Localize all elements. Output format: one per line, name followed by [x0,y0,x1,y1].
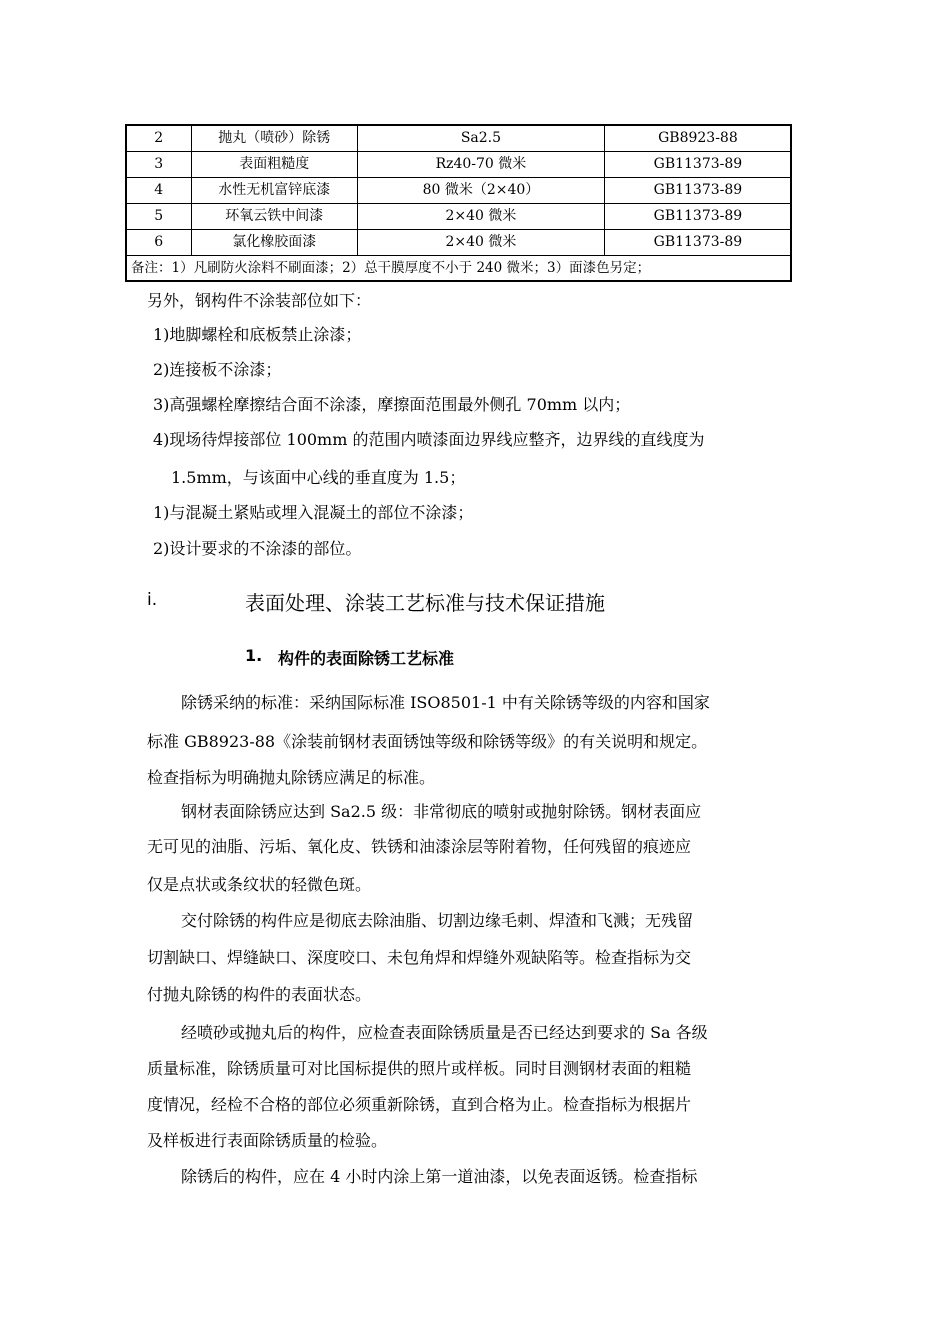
table-cell: 环氧云铁中间漆 [191,204,358,230]
paragraph-line: 经喷砂或抛丸后的构件，应检查表面除锈质量是否已经达到要求的 Sa 各级 [181,1023,708,1042]
paragraph-line: 除锈采纳的标准：采纳国际标准 ISO8501-1 中有关除锈等级的内容和国家 [181,693,710,712]
paragraph-line: 标准 GB8923-88《涂装前钢材表面锈蚀等级和除锈等级》的有关说明和规定。 [147,732,708,751]
paragraph-line: 检查指标为明确抛丸除锈应满足的标准。 [147,768,436,787]
table-cell: GB11373-89 [604,204,791,230]
table-row [127,204,792,230]
table-cell: GB11373-89 [604,152,791,178]
table-cell: GB8923-88 [604,126,791,152]
table-cell: Sa2.5 [358,126,605,152]
table-cell: 4 [127,178,192,204]
table-cell: 2 [127,126,192,152]
table-note-row [127,256,792,282]
table-cell: 氯化橡胶面漆 [191,230,358,256]
table-cell: GB11373-89 [604,230,791,256]
subsection-number: 1. [245,646,263,665]
list-item: 1)与混凝土紧贴或埋入混凝土的部位不涂漆； [153,503,474,522]
paragraph-line: 除锈后的构件，应在 4 小时内涂上第一道油漆，以免表面返锈。检查指标 [181,1167,698,1186]
table-cell: 抛丸（喷砂）除锈 [191,126,358,152]
table-cell: 水性无机富锌底漆 [191,178,358,204]
list-item: 3)高强螺栓摩擦结合面不涂漆，摩擦面范围最外侧孔 70mm 以内； [153,395,631,414]
paragraph-line: 及样板进行表面除锈质量的检验。 [147,1131,388,1150]
table-note: 备注：1）凡刷防火涂料不刷面漆；2）总干膜厚度不小于 240 微米；3）面漆色另定； [127,256,792,282]
list-item: 2)设计要求的不涂漆的部位。 [153,539,362,558]
paragraph-line: 无可见的油脂、污垢、氧化皮、铁锈和油漆涂层等附着物，任何残留的痕迹应 [147,837,692,856]
list-item: 4)现场待焊接部位 100mm 的范围内喷漆面边界线应整齐，边界线的直线度为 [153,430,705,449]
paragraph-line: 交付除锈的构件应是彻底去除油脂、切割边缘毛刺、焊渣和飞溅；无残留 [181,911,694,930]
table-cell: 2×40 微米 [358,230,605,256]
subsection-title: 构件的表面除锈工艺标准 [278,649,455,668]
intro-text: 另外，钢构件不涂装部位如下： [147,291,372,310]
table-row [127,126,792,152]
table-row [127,178,792,204]
coating-spec-table [126,125,792,282]
paragraph-line: 度情况，经检不合格的部位必须重新除锈，直到合格为止。检查指标为根据片 [147,1095,692,1114]
paragraph-line: 付抛丸除锈的构件的表面状态。 [147,985,372,1004]
table-cell: 3 [127,152,192,178]
paragraph-line: 仅是点状或条纹状的轻微色斑。 [147,875,372,894]
table-cell: 表面粗糙度 [191,152,358,178]
list-item: 2)连接板不涂漆； [153,360,282,379]
table-row [127,230,792,256]
paragraph-line: 钢材表面除锈应达到 Sa2.5 级：非常彻底的喷射或抛射除锈。钢材表面应 [181,802,702,821]
table-row [127,152,792,178]
table-cell: Rz40-70 微米 [358,152,605,178]
table-cell: GB11373-89 [604,178,791,204]
list-item-continuation: 1.5mm，与该面中心线的垂直度为 1.5； [171,468,466,487]
section-number: i. [147,590,158,610]
table-cell: 2×40 微米 [358,204,605,230]
section-title: 表面处理、涂装工艺标准与技术保证措施 [245,591,605,615]
paragraph-line: 质量标准，除锈质量可对比国标提供的照片或样板。同时目测钢材表面的粗糙 [147,1059,692,1078]
list-item: 1)地脚螺栓和底板禁止涂漆； [153,325,362,344]
paragraph-line: 切割缺口、焊缝缺口、深度咬口、未包角焊和焊缝外观缺陷等。检查指标为交 [147,948,692,967]
table-cell: 6 [127,230,192,256]
table-cell: 5 [127,204,192,230]
table-cell: 80 微米（2×40） [358,178,605,204]
